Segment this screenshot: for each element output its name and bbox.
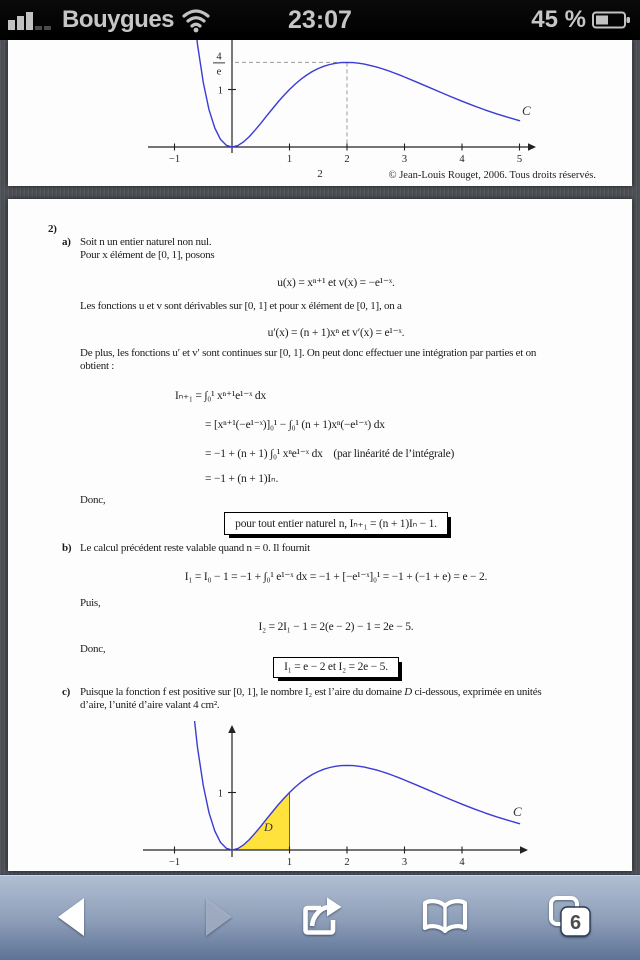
tabs-button[interactable]	[545, 894, 595, 940]
text-line: Puisque la fonction f est positive sur [0, 1], le nombre I₂ est l’aire du domaine D ci-dessous, exprimée en unités	[80, 686, 542, 698]
svg-text:4: 4	[459, 857, 465, 868]
svg-text:3: 3	[401, 154, 408, 165]
svg-text:−1: −1	[168, 857, 181, 868]
svg-text:4: 4	[459, 154, 465, 165]
svg-text:e: e	[216, 66, 222, 78]
text-line: d’aire, l’unité d’aire valant 4 cm².	[80, 699, 220, 711]
pdf-viewer-scroll-area[interactable]	[0, 40, 640, 874]
svg-text:C: C	[513, 804, 522, 819]
tabs-pages-icon	[545, 894, 595, 940]
formula-uv-derivatives: u′(x) = (n + 1)xⁿ et v′(x) = e¹⁻ˣ.	[267, 327, 405, 339]
bookmarks-book-icon	[419, 897, 471, 937]
text-line: Les fonctions u et v sont dérivables sur [0, 1] et pour x élément de [0, 1], on a	[80, 300, 402, 312]
item-a-label: a)	[62, 236, 71, 248]
pdf-page-current	[8, 199, 632, 871]
browser-toolbar	[0, 874, 640, 960]
copyright-notice: © Jean-Louis Rouget, 2006. Tous droits réservés.	[388, 170, 596, 181]
bookmarks-button[interactable]	[419, 897, 471, 937]
text-line: De plus, les fonctions u′ et v′ sont continues sur [0, 1]. On peut donc effectuer une intégration par parties et on	[80, 347, 537, 359]
forward-button[interactable]	[193, 895, 237, 939]
text-line: Pour x élément de [0, 1], posons	[80, 249, 215, 261]
text-line: Soit n un entier naturel non nul.	[80, 236, 212, 248]
svg-text:D: D	[264, 820, 273, 834]
text-line: Puis,	[80, 597, 101, 609]
item-b-label: b)	[62, 542, 72, 554]
equation-line-3: = −1 + (n + 1) ∫₀¹ xⁿe¹⁻ˣ dx (par linéarité de l’intégrale)	[205, 448, 455, 460]
share-icon	[296, 894, 344, 938]
svg-text:−1: −1	[168, 154, 181, 165]
domain-D-letter: D	[404, 686, 412, 698]
formula-I2: I₂ = 2I₁ − 1 = 2(e − 2) − 1 = 2e − 5.	[258, 621, 414, 633]
result-box-values: I₁ = e − 2 et I₂ = 2e − 5.	[273, 657, 399, 678]
share-button[interactable]	[296, 894, 344, 938]
text-line: Le calcul précédent reste valable quand n = 0. Il fournit	[80, 542, 310, 554]
page-number: 2	[317, 168, 323, 180]
equation-line-1: Iₙ₊₁ = ∫₀¹ xⁿ⁺¹e¹⁻ˣ dx	[175, 390, 267, 402]
function-graph-top	[8, 40, 632, 186]
battery-percent-label: 45 %	[531, 6, 586, 33]
svg-text:1: 1	[286, 154, 293, 165]
equation-line-4: = −1 + (n + 1)Iₙ.	[205, 473, 279, 485]
equation-line-2: = [xⁿ⁺¹(−e¹⁻ˣ)]₀¹ − ∫₀¹ (n + 1)xⁿ(−e¹⁻ˣ) dx	[205, 419, 385, 431]
svg-text:4: 4	[216, 51, 222, 63]
text-line: obtient :	[80, 360, 115, 372]
battery-icon	[592, 10, 632, 30]
item-c-label: c)	[62, 686, 71, 698]
status-bar	[0, 0, 640, 40]
svg-text:1: 1	[286, 857, 293, 868]
text-line: Donc,	[80, 643, 106, 655]
svg-text:1: 1	[217, 85, 223, 97]
formula-uv: u(x) = xⁿ⁺¹ et v(x) = −e¹⁻ˣ.	[277, 277, 395, 289]
tab-count-badge: 6	[569, 912, 582, 934]
question-2-label: 2)	[48, 223, 57, 235]
result-box-recurrence: pour tout entier naturel n, Iₙ₊₁ = (n + 1)Iₙ − 1.	[224, 512, 448, 535]
svg-text:5: 5	[516, 154, 523, 165]
svg-text:1: 1	[217, 788, 223, 800]
pdf-page-previous	[8, 40, 632, 186]
carrier-label: Bouygues	[62, 6, 175, 33]
svg-text:2: 2	[344, 154, 350, 165]
function-graph-with-domain	[8, 721, 632, 871]
text-line: Donc,	[80, 494, 106, 506]
clock: 23:07	[288, 5, 352, 34]
back-button[interactable]	[53, 895, 97, 939]
back-arrow-icon	[53, 895, 97, 939]
svg-text:2: 2	[344, 857, 350, 868]
formula-I1: I₁ = I₀ − 1 = −1 + ∫₀¹ e¹⁻ˣ dx = −1 + [−e¹⁻ˣ]₀¹ = −1 + (−1 + e) = e − 2.	[184, 571, 488, 583]
svg-text:3: 3	[401, 857, 408, 868]
forward-arrow-icon	[193, 895, 237, 939]
svg-text:C: C	[522, 103, 531, 118]
